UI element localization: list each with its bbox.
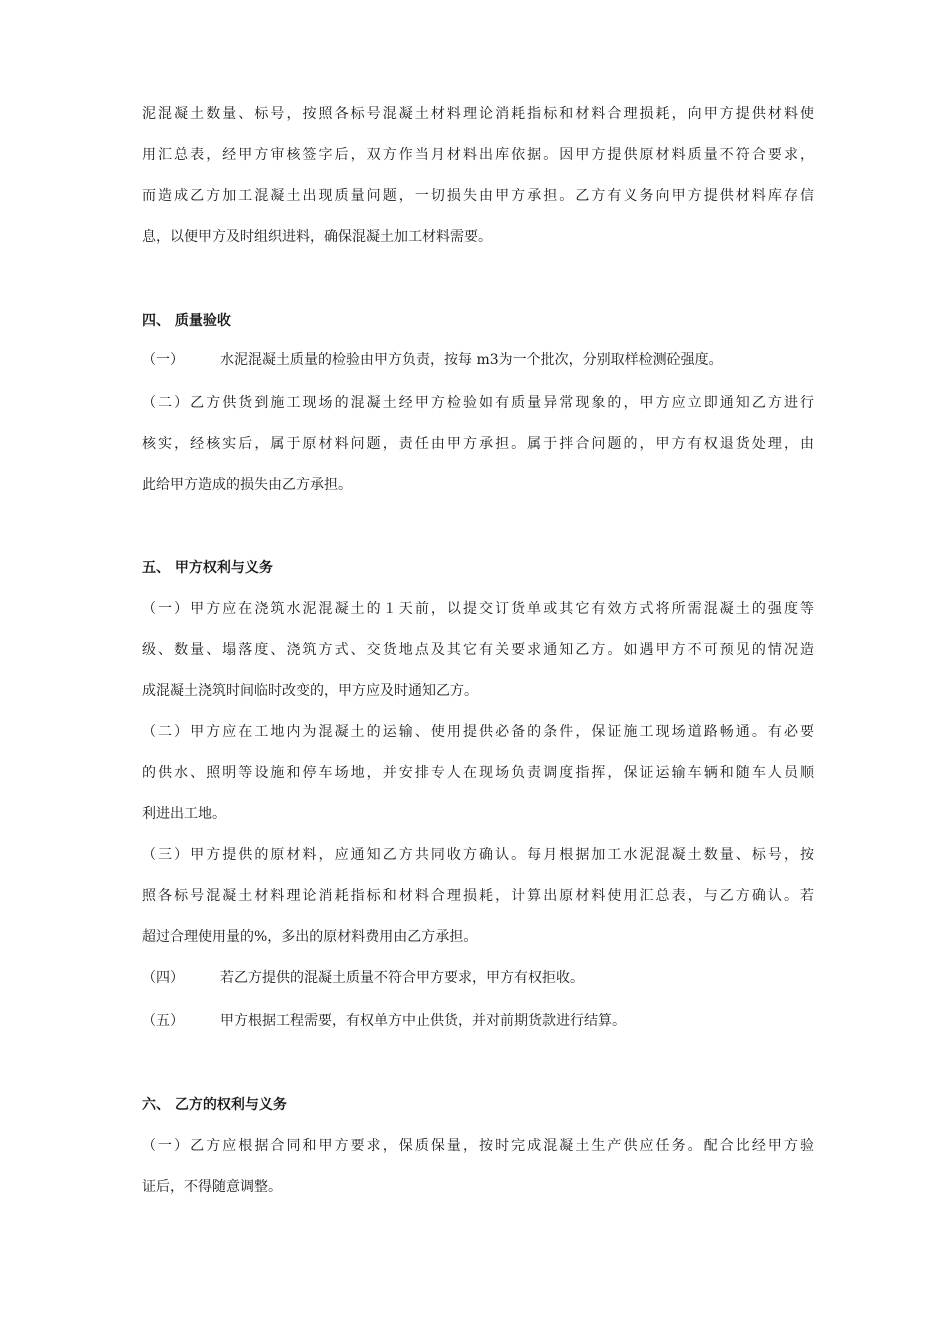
list-item bbox=[142, 968, 584, 988]
paragraph-line: 此给甲方造成的损失由乙方承担。 bbox=[142, 477, 352, 493]
section-heading-party-b-rights: 六、 乙方的权利与义务 bbox=[142, 1097, 287, 1113]
paragraph-line: 而造成乙方加工混凝土出现质量问题，一切损失由甲方承担。乙方有义务向甲方提供材料库存信 bbox=[142, 188, 814, 204]
paragraph-line: 的供水、照明等设施和停车场地，并安排专人在现场负责调度指挥，保证运输车辆和随车人员顺 bbox=[142, 765, 814, 781]
paragraph-line: （二）甲方应在工地内为混凝土的运输、使用提供必备的条件，保证施工现场道路畅通。有必要 bbox=[142, 724, 814, 740]
paragraph-line: （一）甲方应在浇筑水泥混凝土的１天前，以提交订货单或其它有效方式将所需混凝土的强度等 bbox=[142, 601, 814, 617]
item-text: 若乙方提供的混凝土质量不符合甲方要求，甲方有权拒收。 bbox=[220, 970, 584, 986]
item-text: 甲方根据工程需要，有权单方中止供货，并对前期货款进行结算。 bbox=[220, 1013, 626, 1029]
paragraph-line: 利进出工地。 bbox=[142, 806, 226, 822]
paragraph-line: 证后，不得随意调整。 bbox=[142, 1179, 282, 1195]
list-item bbox=[142, 1011, 626, 1031]
list-item bbox=[142, 350, 723, 370]
item-label: （一） bbox=[142, 352, 184, 368]
item-text: 水泥混凝土质量的检验由甲方负责，按每 m3为一个批次，分别取样检测砼强度。 bbox=[220, 352, 723, 368]
paragraph-line: 成混凝土浇筑时间临时改变的，甲方应及时通知乙方。 bbox=[142, 683, 478, 699]
item-label: （五） bbox=[142, 1013, 184, 1029]
paragraph-line: （二）乙方供货到施工现场的混凝土经甲方检验如有质量异常现象的，甲方应立即通知乙方进行 bbox=[142, 395, 814, 411]
paragraph-line: （三）甲方提供的原材料，应通知乙方共同收方确认。每月根据加工水泥混凝土数量、标号，按 bbox=[142, 847, 814, 863]
paragraph-line: 级、数量、塌落度、浇筑方式、交货地点及其它有关要求通知乙方。如遇甲方不可预见的情况造 bbox=[142, 642, 814, 658]
item-label: （四） bbox=[142, 970, 184, 986]
section-heading-quality-acceptance: 四、 质量验收 bbox=[142, 313, 231, 329]
paragraph-line: 核实，经核实后，属于原材料问题，责任由甲方承担。属于拌合问题的，甲方有权退货处理，由 bbox=[142, 436, 814, 452]
paragraph-line: 用汇总表，经甲方审核签字后，双方作当月材料出库依据。因甲方提供原材料质量不符合要求， bbox=[142, 147, 814, 163]
paragraph-line: 超过合理使用量的%，多出的原材料费用由乙方承担。 bbox=[142, 929, 478, 945]
paragraph-line: 泥混凝土数量、标号，按照各标号混凝土材料理论消耗指标和材料合理损耗，向甲方提供材料使 bbox=[142, 106, 814, 122]
paragraph-line: 息，以便甲方及时组织进料，确保混凝土加工材料需要。 bbox=[142, 229, 492, 245]
paragraph-line: （一）乙方应根据合同和甲方要求，保质保量，按时完成混凝土生产供应任务。配合比经甲方验 bbox=[142, 1138, 814, 1154]
section-heading-party-a-rights: 五、 甲方权利与义务 bbox=[142, 560, 273, 576]
paragraph-line: 照各标号混凝土材料理论消耗指标和材料合理损耗，计算出原材料使用汇总表，与乙方确认。若 bbox=[142, 888, 814, 904]
